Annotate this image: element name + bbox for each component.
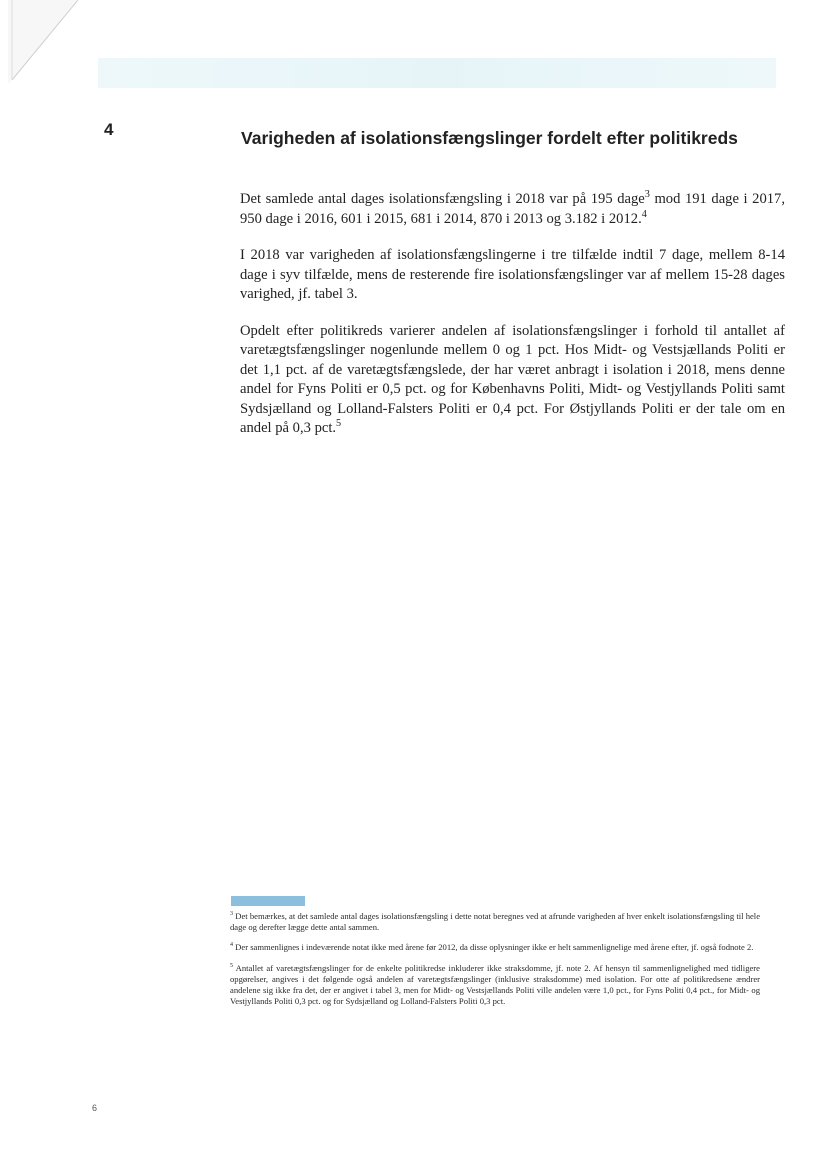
- paragraph-text: mod 191 dage i 2017, 950 dage i 2016, 601 i 2015, 681 i 2014, 870 i 2013 og 3.182 i 2012.: [240, 191, 785, 227]
- paragraph-text: Opdelt efter politikreds varierer andelen af isolationsfængslinger i forhold til antallet af varetægtsfængslinger nogenlunde mellem 0 og 1 pct. Hos Midt- og Vestsjællands Politi er det 1,1 pct. af de varetægtsfængslede, der har været anbragt i isolation i 2018, mens denne andel for Fyns Politi er 0,5 pct. og for Københavns Politi, Midt- og Vestjyllands Politi samt Sydsjælland og Lolland-Falsters Politi er 0,4 pct. For Østjyllands Politi er der tale om en andel på 0,3 pct.: [240, 322, 785, 436]
- paragraph-text: I 2018 var varigheden af isolationsfængslingerne i tre tilfælde indtil 7 dage, mellem 8-14 dage i syv tilfælde, mens de resterende fire isolationsfængslinger var af mellem 15-28 dages varighed, jf. tabel 3.: [240, 247, 785, 302]
- paragraph-police-districts: [240, 322, 785, 439]
- body-text: [240, 190, 785, 456]
- footnote-text: Antallet af varetægtsfængslinger for de enkelte politikredse inkluderer ikke straksdomme, jf. note 2. Af hensyn til sammenlignelighed med tidligere opgørelser, angives i det følgende også andelen af varetægtsfængslinger (inklusive straksdomme) med isolation. For otte af politikredsene ændrer andelene sig ikke fra det, der er angivet i tabel 3, men for Midt- og Vestsjællands Politi ville andelen være 1,0 pct., for Fyns Politi 0,4 pct., for Midt- og Vestjyllands Politi 0,3 pct. og for Sydsjælland og Lolland-Falsters Politi 0,3 pct.: [230, 962, 760, 1007]
- footnote-marker: 5: [230, 962, 234, 969]
- footnote-separator: [231, 896, 305, 906]
- footnote-ref-4: 4: [641, 208, 647, 220]
- paragraph-total-days: [240, 190, 785, 229]
- footnote-ref-5: 5: [336, 418, 342, 430]
- paragraph-text: Det samlede antal dages isolationsfængsling i 2018 var på 195 dage: [240, 191, 645, 207]
- page-number: 6: [92, 1103, 98, 1113]
- page-corner-fold: [8, 0, 78, 84]
- paragraph-duration: [240, 246, 785, 305]
- footnote-4: [230, 942, 760, 953]
- footnote-ref-3: 3: [644, 189, 650, 201]
- section-title: Varigheden af isolationsfængslinger fordelt efter politikreds: [241, 128, 738, 148]
- section-number: 4: [104, 120, 114, 139]
- footnote-5: [230, 963, 760, 1008]
- footnote-marker: 3: [230, 911, 234, 918]
- footnote-3: [230, 911, 760, 933]
- footnote-marker: 4: [230, 942, 234, 949]
- footnote-text: Der sammenlignes i indeværende notat ikke med årene før 2012, da disse oplysninger ikke er helt sammenlignelige med årene efter, jf. også fodnote 2.: [235, 942, 754, 953]
- header-band: [98, 58, 776, 88]
- footnote-text: Det bemærkes, at det samlede antal dages isolationsfængsling i dette notat beregnes ved at afrunde varigheden af hver enkelt isolationsfængsling til hele dage og derefter lægge dette antal sammen.: [230, 911, 761, 933]
- footnotes: [230, 911, 760, 1016]
